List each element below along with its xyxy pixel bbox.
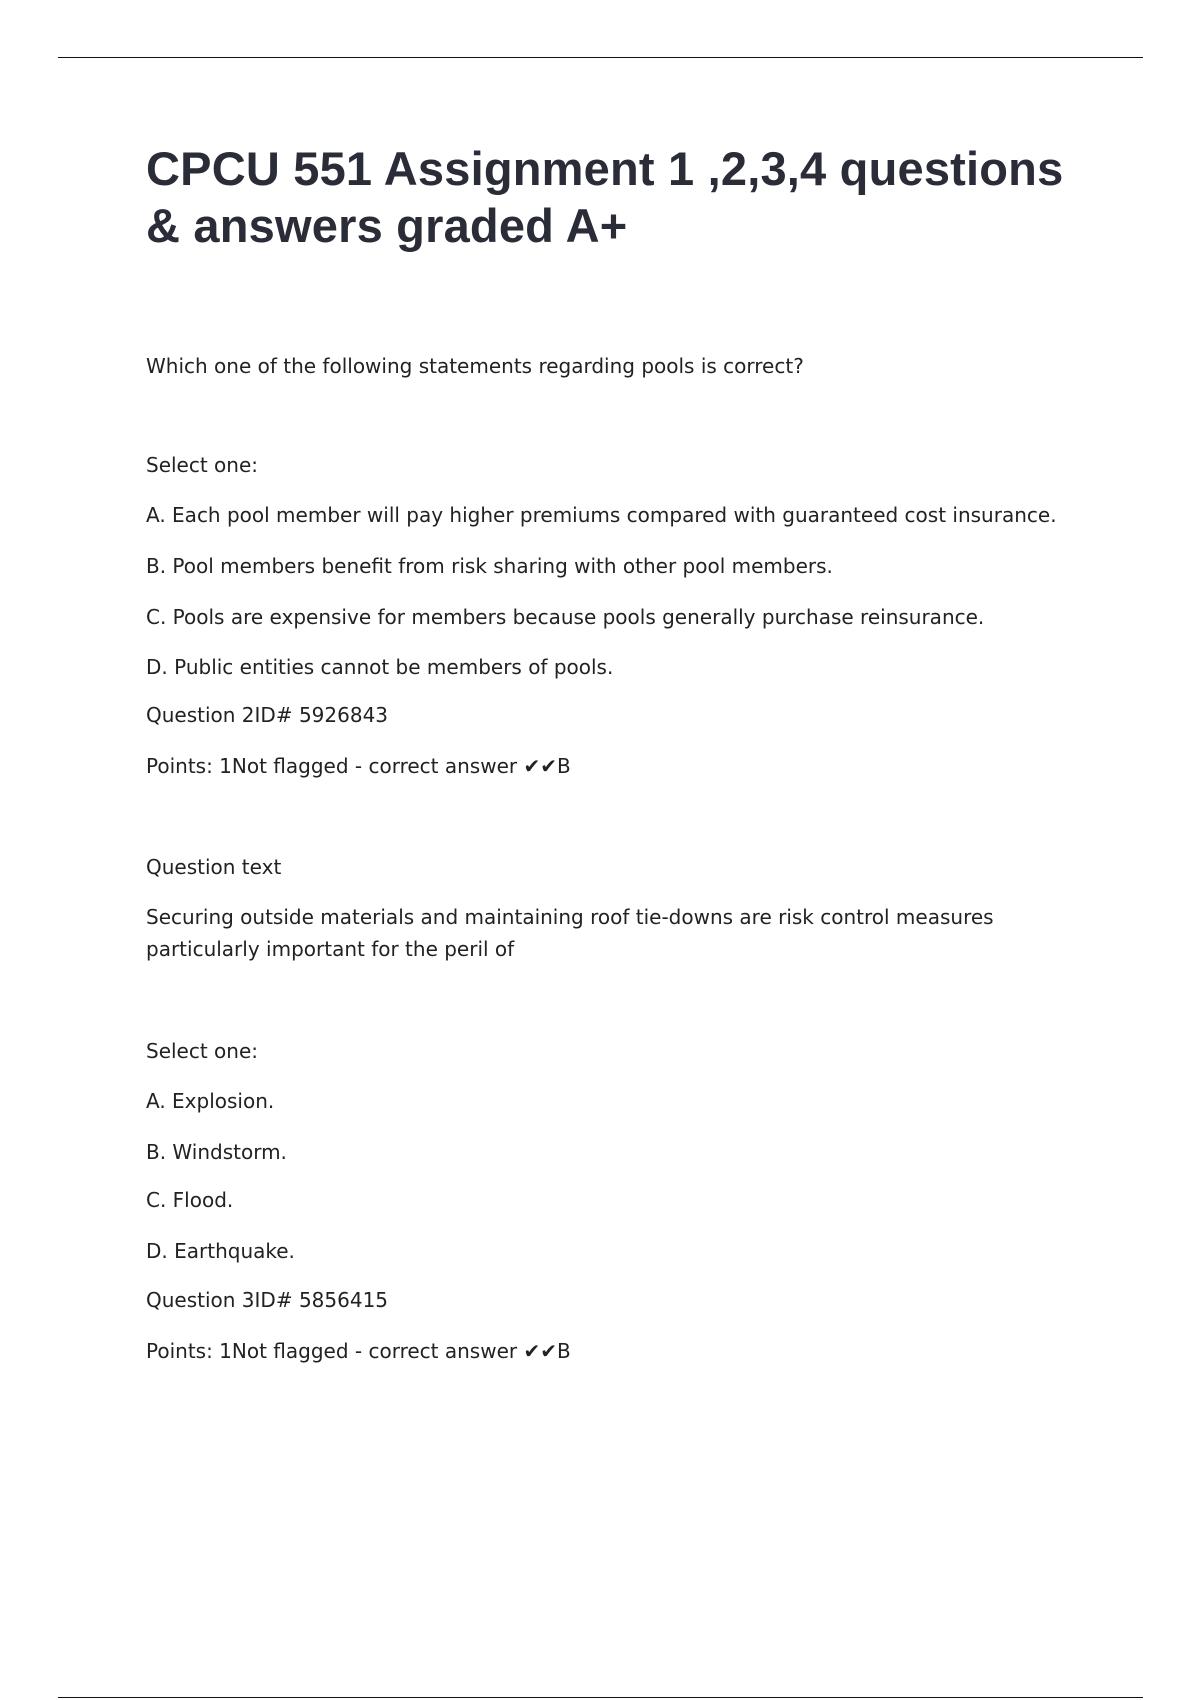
question-1-text: Which one of the following statements regarding pools is correct? bbox=[146, 354, 804, 378]
question-2-option-b: B. Windstorm. bbox=[146, 1140, 287, 1164]
question-2-option-a: A. Explosion. bbox=[146, 1089, 275, 1113]
question-2-select-label: Select one: bbox=[146, 1039, 259, 1063]
document-title: CPCU 551 Assignment 1 ,2,3,4 questions & answers graded A+ bbox=[146, 142, 1064, 252]
bottom-rule bbox=[58, 1697, 1143, 1698]
question-2-text: Securing outside materials and maintaining roof tie-downs are risk control measures particularly important for the peril of bbox=[146, 905, 994, 961]
question-1-option-c: C. Pools are expensive for members because pools generally purchase reinsurance. bbox=[146, 605, 985, 629]
document-body bbox=[146, 140, 1106, 1363]
question-2-option-d: D. Earthquake. bbox=[146, 1239, 295, 1263]
top-rule bbox=[58, 57, 1143, 58]
question-2-points: Points: 1Not flagged - correct answer ✔✔B bbox=[146, 1339, 571, 1363]
question-2-id: Question 2ID# 5926843 bbox=[146, 703, 389, 727]
question-2-heading: Question text bbox=[146, 855, 282, 879]
question-1-option-a: A. Each pool member will pay higher premiums compared with guaranteed cost insurance. bbox=[146, 503, 1057, 527]
question-1-option-b: B. Pool members benefit from risk sharing with other pool members. bbox=[146, 554, 833, 578]
question-3-id: Question 3ID# 5856415 bbox=[146, 1288, 389, 1312]
question-1-option-d: D. Public entities cannot be members of pools. bbox=[146, 655, 614, 679]
question-2-option-c: C. Flood. bbox=[146, 1188, 234, 1212]
question-1-points: Points: 1Not flagged - correct answer ✔✔B bbox=[146, 754, 571, 778]
question-1-select-label: Select one: bbox=[146, 453, 259, 477]
